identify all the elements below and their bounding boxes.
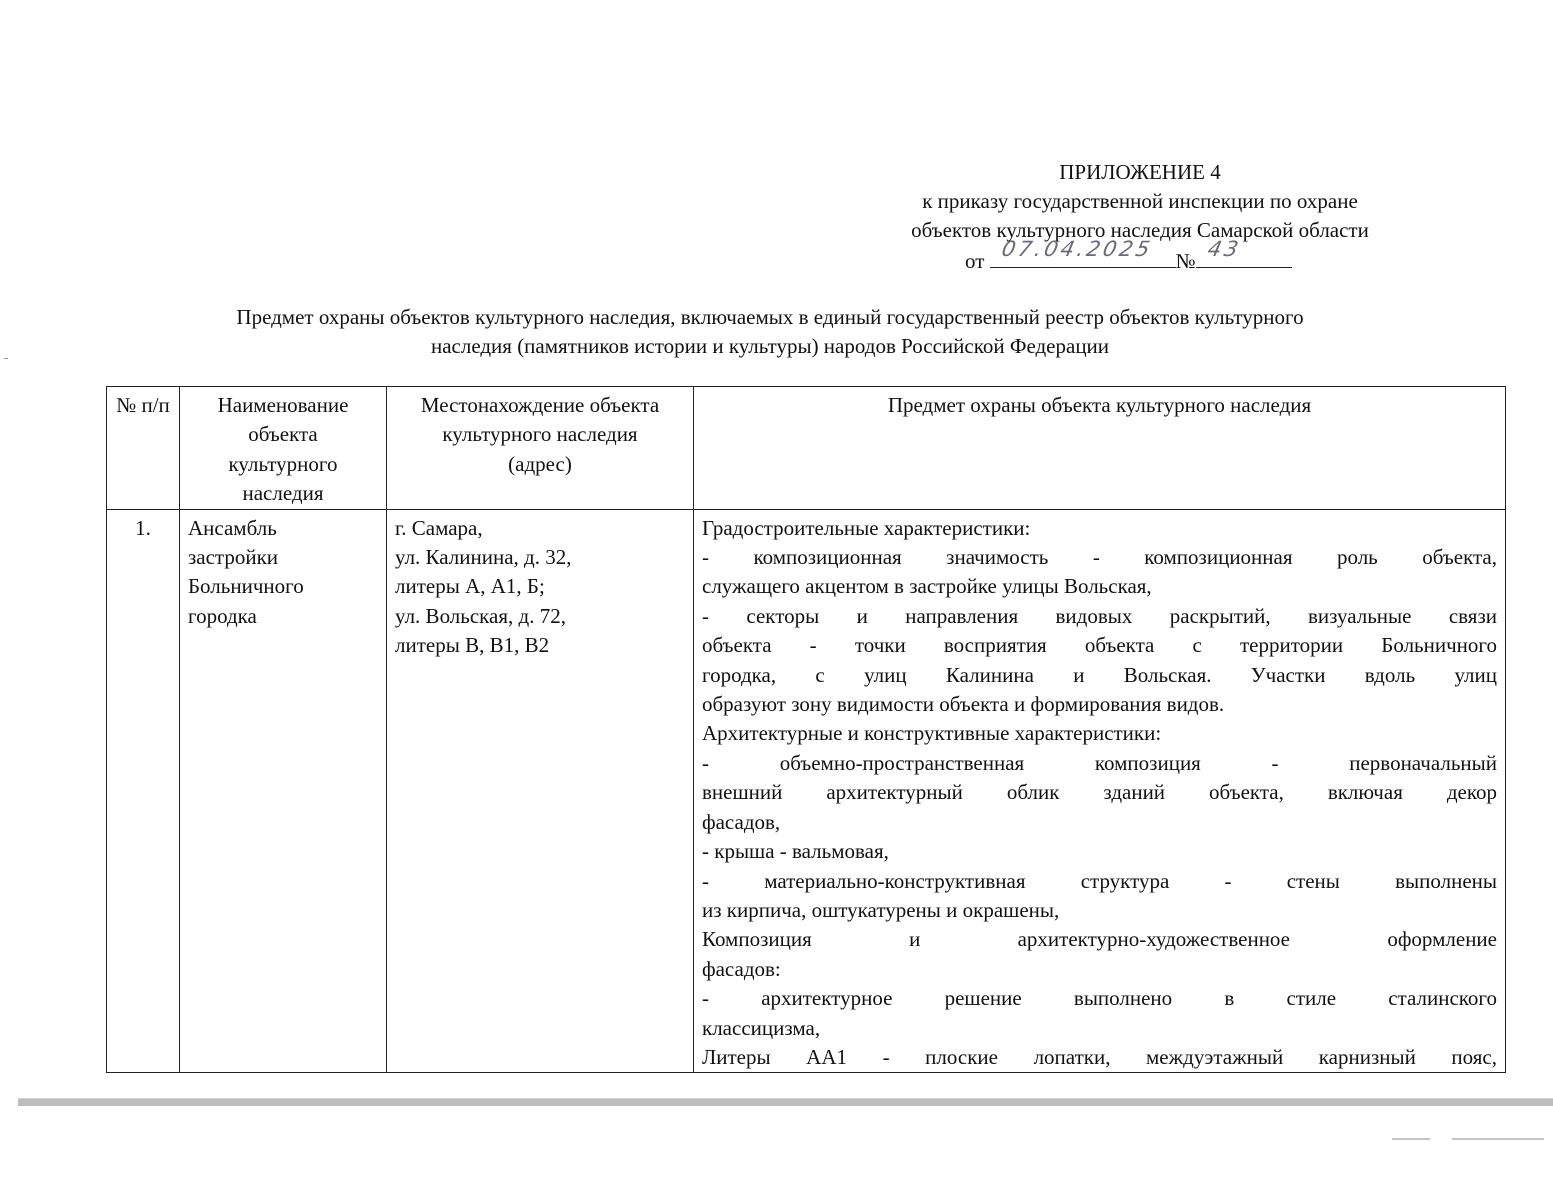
document-title — [100, 303, 1440, 361]
order-date-number-line — [840, 237, 1440, 276]
appendix-title: ПРИЛОЖЕНИЕ 4 — [1059, 160, 1221, 184]
scan-speck — [4, 358, 8, 359]
date-blank — [990, 237, 1176, 268]
scan-mark — [1452, 1138, 1544, 1140]
row-subject: Градостроительные характеристики: - композиционная значимость - композиционная роль объекта, служащего акцентом в застройке улицы Вольская, - секторы и направления видовых раскрытий, визуальные связи объекта - точки восприятия объекта с территории Больничного городка, с улиц Калинина и Вольская. Участки вдоль улиц образуют зону видимости объекта и формирования видов. Архитектурные и конструктивные характеристики: - объемно-пространственная композиция - первоначальный внешний архитектурный облик зданий объекта, включая декор фасадов, - крыша - вальмовая, - материально-конструктивная структура - стены выполнены из кирпича, оштукатурены и окрашены, Композиция и архитектурно-художественное оформление фасадов: - архитектурное решение выполнено в стиле сталинского классицизма, Литеры АА1 - плоские лопатки, междуэтажный карнизный пояс, — [694, 509, 1506, 1073]
number-label: № — [1175, 249, 1196, 273]
handwritten-date: 07.04.2025 — [999, 237, 1155, 261]
document-title-line-1: Предмет охраны объектов культурного наследия, включаемых в единый государственный реестр объектов культурного — [236, 305, 1304, 329]
header-num: № п/п — [107, 387, 180, 510]
row-address: г. Самара, ул. Калинина, д. 32, литеры А, А1, Б; ул. Вольская, д. 72, литеры В, В1, В2 — [387, 509, 694, 1073]
header-name: Наименование объекта культурного наследия — [180, 387, 387, 510]
handwritten-number: 43 — [1205, 237, 1244, 261]
header-address: Местонахождение объекта культурного наследия (адрес) — [387, 387, 694, 510]
appendix-line-2: объектов культурного наследия Самарской области — [911, 218, 1369, 242]
row-name: Ансамбль застройки Больничного городка — [180, 509, 387, 1073]
heritage-table — [106, 386, 1506, 1073]
appendix-header — [840, 158, 1440, 276]
table-row — [107, 509, 1506, 1073]
scan-shadow-bar — [18, 1098, 1553, 1106]
document-title-line-2: наследия (памятников истории и культуры) народов Российской Федерации — [430, 334, 1110, 358]
scan-mark — [1392, 1138, 1430, 1140]
header-subject: Предмет охраны объекта культурного наследия — [694, 387, 1506, 510]
table-header-row — [107, 387, 1506, 510]
appendix-line-1: к приказу государственной инспекции по охране — [922, 189, 1358, 213]
row-num: 1. — [107, 509, 180, 1073]
from-label: от — [965, 249, 985, 273]
number-blank — [1196, 237, 1292, 268]
